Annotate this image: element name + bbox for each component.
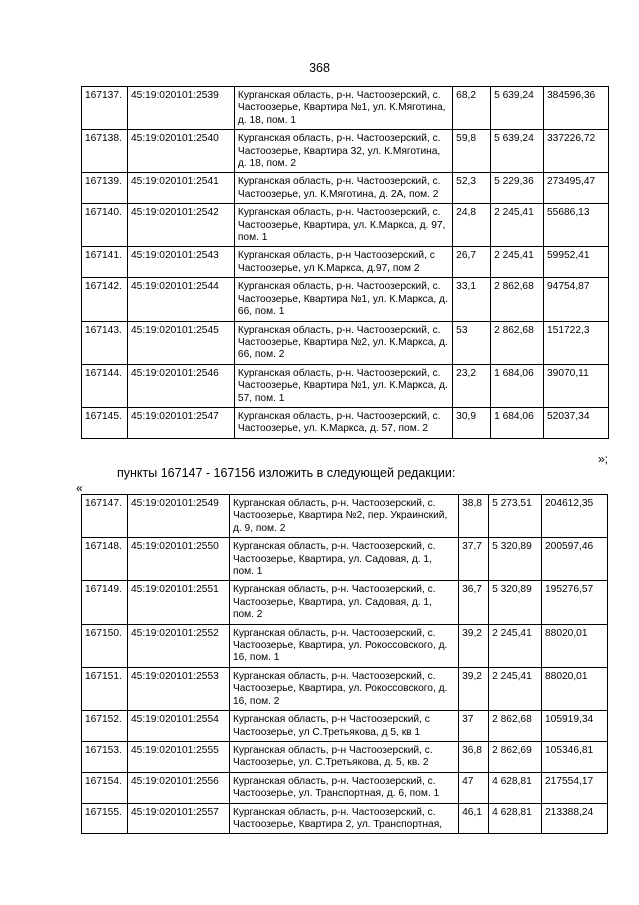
- total-value-cell: 151722,3: [544, 321, 609, 364]
- address-cell: Курганская область, р-н. Частоозерский, с. Частоозерье, Квартира 32, ул. К.Мяготина, д. 18, пом. 2: [234, 130, 452, 173]
- property-table-1: [81, 86, 609, 439]
- row-number-cell: 167154.: [82, 772, 128, 803]
- area-cell: 26,7: [453, 247, 491, 278]
- table-row: [82, 803, 608, 834]
- address-cell: Курганская область, р-н. Частоозерский, с. Частоозерье, Квартира №2, пер. Украинский, д. 9, пом. 2: [229, 495, 458, 538]
- cadastral-number-cell: 45:19:020101:2541: [127, 173, 234, 204]
- unit-price-cell: 5 639,24: [491, 87, 544, 130]
- property-table-2: [81, 494, 608, 834]
- address-cell: Курганская область, р-н. Частоозерский, с. Частоозерье, Квартира, ул. Садовая, д. 1, пом. 1: [229, 538, 458, 581]
- amendment-paragraph: пункты 167147 - 167156 изложить в следующей редакции:: [117, 466, 456, 480]
- address-cell: Курганская область, р-н. Частоозерский, с. Частоозерье, Квартира, ул. Рокоссовского, д. 16, пом. 2: [229, 667, 458, 710]
- total-value-cell: 94754,87: [544, 278, 609, 321]
- unit-price-cell: 5 229,36: [491, 173, 544, 204]
- table-row: [82, 87, 609, 130]
- table-row: [82, 278, 609, 321]
- cadastral-number-cell: 45:19:020101:2555: [127, 741, 229, 772]
- page-number: 368: [309, 61, 330, 75]
- table-row: [82, 204, 609, 247]
- address-cell: Курганская область, р-н. Частоозерский, с. Частоозерье, Квартира №1, ул. К.Маркса, д. 66, пом. 1: [234, 278, 452, 321]
- total-value-cell: 88020,01: [542, 667, 608, 710]
- total-value-cell: 55686,13: [544, 204, 609, 247]
- cadastral-number-cell: 45:19:020101:2540: [127, 130, 234, 173]
- unit-price-cell: 2 862,68: [489, 711, 542, 742]
- cadastral-number-cell: 45:19:020101:2542: [127, 204, 234, 247]
- address-cell: Курганская область, р-н Частоозерский, с. Частоозерье, ул. С.Третьякова, д. 5, кв. 2: [229, 741, 458, 772]
- unit-price-cell: 5 320,89: [489, 538, 542, 581]
- unit-price-cell: 1 684,06: [491, 407, 544, 438]
- unit-price-cell: 2 862,68: [491, 321, 544, 364]
- area-cell: 38,8: [459, 495, 489, 538]
- unit-price-cell: 5 320,89: [489, 581, 542, 624]
- total-value-cell: 59952,41: [544, 247, 609, 278]
- table-row: [82, 247, 609, 278]
- cadastral-number-cell: 45:19:020101:2551: [127, 581, 229, 624]
- cadastral-number-cell: 45:19:020101:2553: [127, 667, 229, 710]
- total-value-cell: 88020,01: [542, 624, 608, 667]
- address-cell: Курганская область, р-н. Частоозерский, с. Частоозерье, Квартира 2, ул. Транспортная,: [229, 803, 458, 834]
- row-number-cell: 167141.: [82, 247, 128, 278]
- cadastral-number-cell: 45:19:020101:2549: [127, 495, 229, 538]
- row-number-cell: 167138.: [82, 130, 128, 173]
- table-row: [82, 130, 609, 173]
- address-cell: Курганская область, р-н. Частоозерский, с. Частоозерье, Квартира, ул. К.Маркса, д. 97, пом. 1: [234, 204, 452, 247]
- address-cell: Курганская область, р-н. Частоозерский, с. Частоозерье, Квартира, ул. Садовая, д. 1, пом. 2: [229, 581, 458, 624]
- row-number-cell: 167147.: [82, 495, 128, 538]
- row-number-cell: 167145.: [82, 407, 128, 438]
- total-value-cell: 52037,34: [544, 407, 609, 438]
- area-cell: 39,2: [459, 667, 489, 710]
- table-row: [82, 173, 609, 204]
- cadastral-number-cell: 45:19:020101:2556: [127, 772, 229, 803]
- address-cell: Курганская область, р-н. Частоозерский, с. Частоозерье, Квартира №2, ул. К.Маркса, д. 66, пом. 2: [234, 321, 452, 364]
- row-number-cell: 167149.: [82, 581, 128, 624]
- total-value-cell: 105346,81: [542, 741, 608, 772]
- row-number-cell: 167148.: [82, 538, 128, 581]
- address-cell: Курганская область, р-н. Частоозерский, с. Частоозерье, Квартира №1, ул. К.Маркса, д. 57, пом. 1: [234, 364, 452, 407]
- row-number-cell: 167150.: [82, 624, 128, 667]
- row-number-cell: 167144.: [82, 364, 128, 407]
- address-cell: Курганская область, р-н. Частоозерский, с. Частоозерье, ул. К.Маркса, д. 57, пом. 2: [234, 407, 452, 438]
- row-number-cell: 167137.: [82, 87, 128, 130]
- address-cell: Курганская область, р-н Частоозерский, с Частоозерье, ул К.Маркса, д.97, пом 2: [234, 247, 452, 278]
- table-row: [82, 711, 608, 742]
- unit-price-cell: 5 639,24: [491, 130, 544, 173]
- total-value-cell: 195276,57: [542, 581, 608, 624]
- table-row: [82, 364, 609, 407]
- address-cell: Курганская область, р-н. Частоозерский, с. Частоозерье, ул. Транспортная, д. 6, пом. 1: [229, 772, 458, 803]
- row-number-cell: 167143.: [82, 321, 128, 364]
- unit-price-cell: 2 245,41: [489, 624, 542, 667]
- area-cell: 24,8: [453, 204, 491, 247]
- row-number-cell: 167151.: [82, 667, 128, 710]
- row-number-cell: 167152.: [82, 711, 128, 742]
- area-cell: 30,9: [453, 407, 491, 438]
- total-value-cell: 105919,34: [542, 711, 608, 742]
- area-cell: 37: [459, 711, 489, 742]
- total-value-cell: 273495,47: [544, 173, 609, 204]
- address-cell: Курганская область, р-н. Частоозерский, с. Частоозерье, Квартира №1, ул. К.Мяготина, д. 18, пом. 1: [234, 87, 452, 130]
- area-cell: 47: [459, 772, 489, 803]
- table-row: [82, 407, 609, 438]
- total-value-cell: 217554,17: [542, 772, 608, 803]
- total-value-cell: 384596,36: [544, 87, 609, 130]
- address-cell: Курганская область, р-н Частоозерский, с Частоозерье, ул С.Третьякова, д 5, кв 1: [229, 711, 458, 742]
- cadastral-number-cell: 45:19:020101:2546: [127, 364, 234, 407]
- cadastral-number-cell: 45:19:020101:2554: [127, 711, 229, 742]
- address-cell: Курганская область, р-н. Частоозерский, с. Частоозерье, ул. К.Мяготина, д. 2А, пом. 2: [234, 173, 452, 204]
- cadastral-number-cell: 45:19:020101:2547: [127, 407, 234, 438]
- cadastral-number-cell: 45:19:020101:2550: [127, 538, 229, 581]
- unit-price-cell: 2 245,41: [491, 247, 544, 278]
- row-number-cell: 167155.: [82, 803, 128, 834]
- cadastral-number-cell: 45:19:020101:2545: [127, 321, 234, 364]
- unit-price-cell: 1 684,06: [491, 364, 544, 407]
- opening-quote: «: [76, 481, 83, 495]
- total-value-cell: 39070,11: [544, 364, 609, 407]
- total-value-cell: 200597,46: [542, 538, 608, 581]
- unit-price-cell: 2 862,68: [491, 278, 544, 321]
- row-number-cell: 167140.: [82, 204, 128, 247]
- table-row: [82, 495, 608, 538]
- unit-price-cell: 5 273,51: [489, 495, 542, 538]
- area-cell: 33,1: [453, 278, 491, 321]
- cadastral-number-cell: 45:19:020101:2544: [127, 278, 234, 321]
- area-cell: 52,3: [453, 173, 491, 204]
- cadastral-number-cell: 45:19:020101:2552: [127, 624, 229, 667]
- area-cell: 39,2: [459, 624, 489, 667]
- table-row: [82, 581, 608, 624]
- row-number-cell: 167139.: [82, 173, 128, 204]
- cadastral-number-cell: 45:19:020101:2539: [127, 87, 234, 130]
- total-value-cell: 213388,24: [542, 803, 608, 834]
- total-value-cell: 204612,35: [542, 495, 608, 538]
- area-cell: 36,7: [459, 581, 489, 624]
- area-cell: 36,8: [459, 741, 489, 772]
- closing-mark: »;: [598, 452, 609, 466]
- total-value-cell: 337226,72: [544, 130, 609, 173]
- table-row: [82, 772, 608, 803]
- row-number-cell: 167142.: [82, 278, 128, 321]
- table-row: [82, 667, 608, 710]
- area-cell: 53: [453, 321, 491, 364]
- area-cell: 59,8: [453, 130, 491, 173]
- cadastral-number-cell: 45:19:020101:2543: [127, 247, 234, 278]
- area-cell: 23,2: [453, 364, 491, 407]
- unit-price-cell: 4 628,81: [489, 772, 542, 803]
- unit-price-cell: 2 245,41: [489, 667, 542, 710]
- table-row: [82, 321, 609, 364]
- unit-price-cell: 2 245,41: [491, 204, 544, 247]
- table-row: [82, 741, 608, 772]
- table-row: [82, 538, 608, 581]
- cadastral-number-cell: 45:19:020101:2557: [127, 803, 229, 834]
- table-row: [82, 624, 608, 667]
- area-cell: 37,7: [459, 538, 489, 581]
- area-cell: 46,1: [459, 803, 489, 834]
- unit-price-cell: 2 862,69: [489, 741, 542, 772]
- row-number-cell: 167153.: [82, 741, 128, 772]
- area-cell: 68,2: [453, 87, 491, 130]
- address-cell: Курганская область, р-н. Частоозерский, с. Частоозерье, Квартира, ул. Рокоссовского, д. 16, пом. 1: [229, 624, 458, 667]
- unit-price-cell: 4 628,81: [489, 803, 542, 834]
